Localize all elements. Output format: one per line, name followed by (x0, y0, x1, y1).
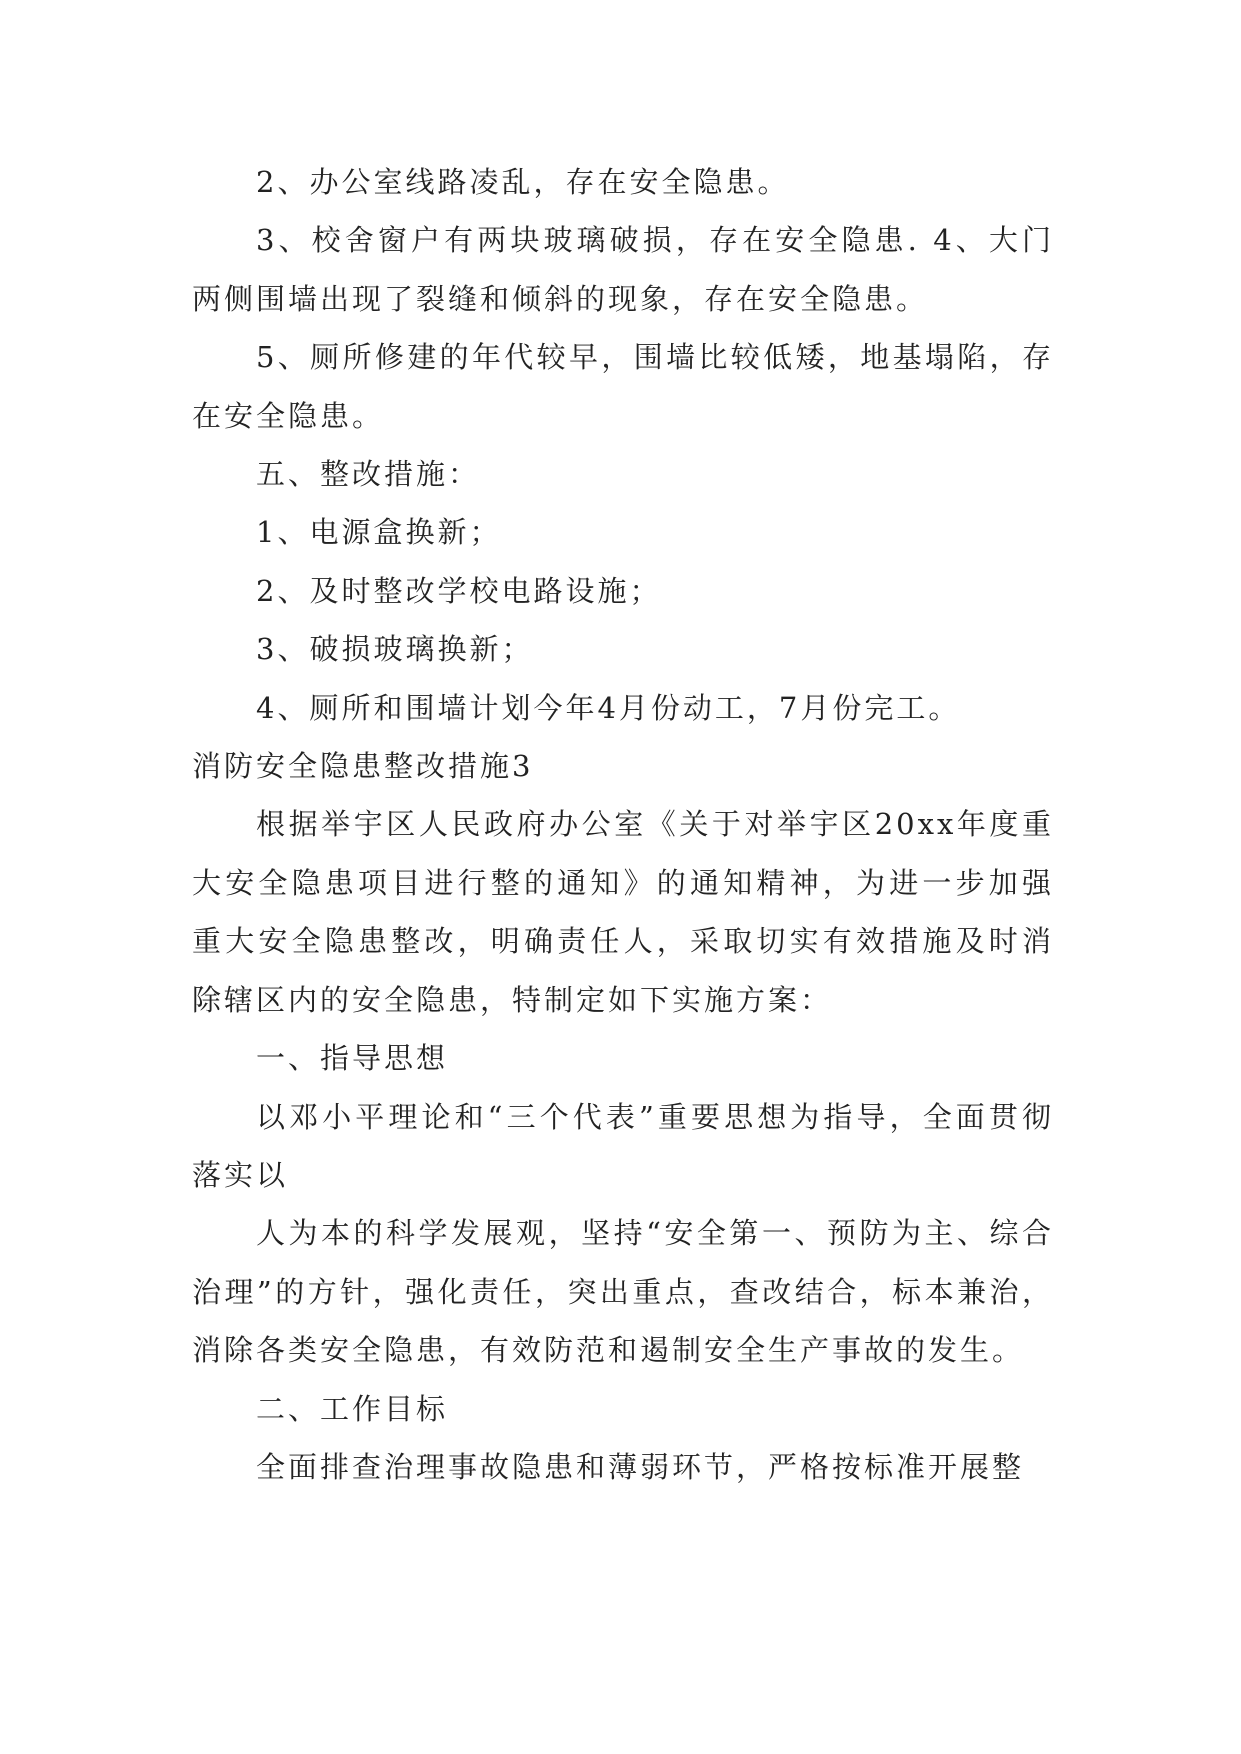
list-item: 3、破损玻璃换新； (256, 632, 534, 667)
paragraph: 以邓小平理论和“三个代表”重要思想为指导，全面贯彻落实以 (192, 1099, 1054, 1192)
document-body (192, 153, 1054, 1496)
paragraph: 5、厕所修建的年代较早，围墙比较低矮，地基塌陷，存在安全隐患。 (192, 340, 1054, 433)
list-item: 4、厕所和围墙计划今年4月份动工，7月份完工。 (256, 690, 961, 725)
paragraph: 人为本的科学发展观，坚持“安全第一、预防为主、综合治理”的方针，强化责任，突出重点，查改结合，标本兼治，消除各类安全隐患，有效防范和遏制安全生产事故的发生。 (192, 1216, 1054, 1368)
paragraph: 3、校舍窗户有两块玻璃破损，存在安全隐患. 4、大门两侧围墙出现了裂缝和倾斜的现象，存在安全隐患。 (192, 223, 1054, 316)
section-heading: 一、指导思想 (256, 1041, 449, 1076)
paragraph: 全面排查治理事故隐患和薄弱环节，严格按标准开展整 (256, 1449, 1025, 1484)
paragraph: 根据举宇区人民政府办公室《关于对举宇区20xx年度重大安全隐患项目进行整的通知》的通知精神，为进一步加强重大安全隐患整改，明确责任人，采取切实有效措施及时消除辖区内的安全隐患，特制定如下实施方案： (192, 807, 1054, 1017)
section-heading: 五、整改措施： (256, 457, 481, 492)
list-item: 2、及时整改学校电路设施； (256, 573, 662, 608)
list-item: 1、电源盒换新； (256, 515, 502, 550)
document-title: 消防安全隐患整改措施3 (192, 749, 534, 784)
section-heading: 二、工作目标 (256, 1391, 449, 1426)
paragraph: 2、办公室线路凌乱，存在安全隐患。 (256, 165, 790, 199)
